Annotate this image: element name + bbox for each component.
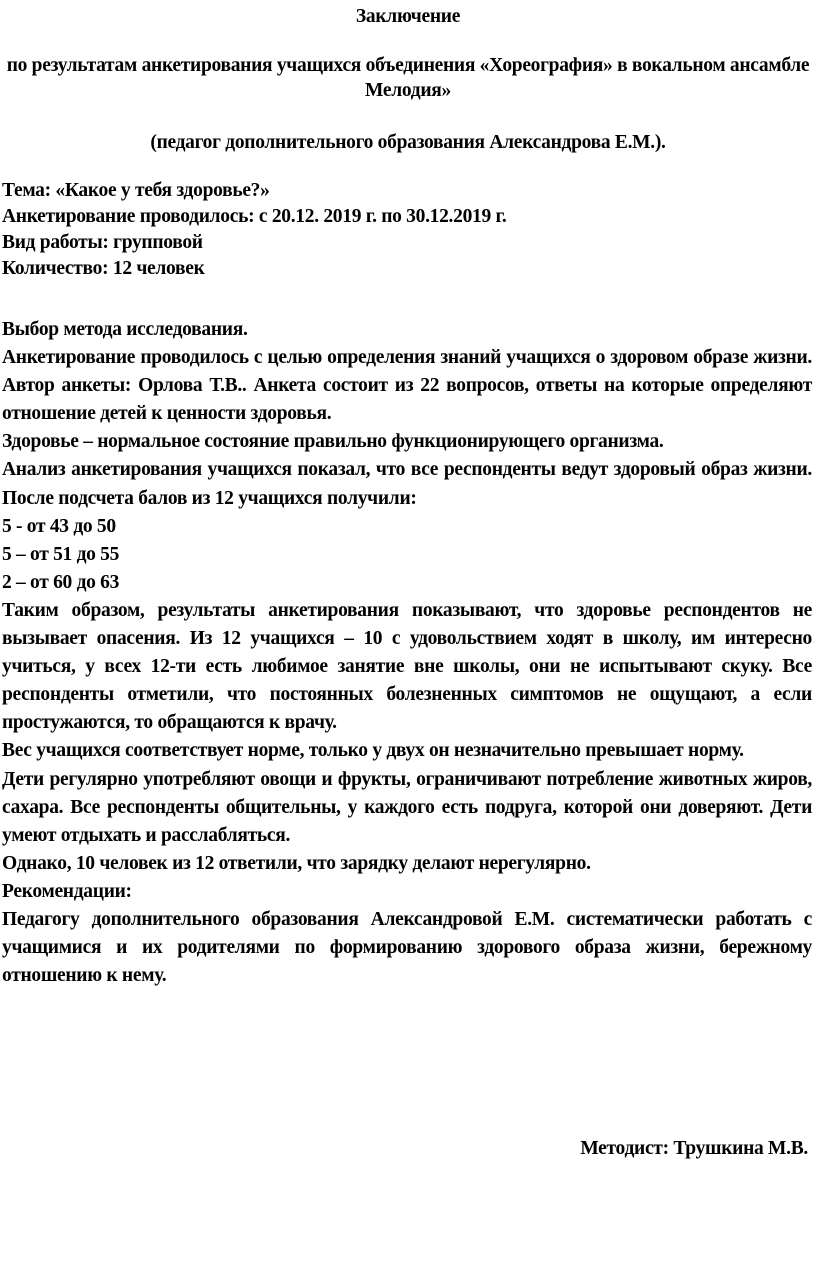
document-subtitle: по результатам анкетирования учащихся объединения «Хореография» в вокальном ансамбле Мелодия» <box>6 55 810 101</box>
paragraph-purpose: Анкетирование проводилось с целью определения знаний учащихся о здоровом образе жизни. Автор анкеты: Орлова Т.В.. Анкета состоит из 22 вопросов, ответы на которые определяют отношение детей к ценности здоровья. <box>2 347 812 425</box>
score-range-line: 5 – от 51 до 55 <box>2 543 120 565</box>
paragraph-analysis: Анализ анкетирования учащихся показал, что все респонденты ведут здоровый образ жизни. После подсчета балов из 12 учащихся получили: <box>2 459 812 509</box>
score-range-line: 2 – от 60 до 63 <box>2 571 120 593</box>
score-range-line: 5 - от 43 до 50 <box>2 515 116 537</box>
paragraph-weight: Вес учащихся соответствует норме, только у двух он незначительно превышает норму. <box>2 740 744 762</box>
meta-topic: Тема: «Какое у тебя здоровье?» <box>2 180 270 201</box>
meta-period: Анкетирование проводилось: с 20.12. 2019 г. по 30.12.2019 г. <box>2 206 507 227</box>
document-title: Заключение <box>355 6 461 27</box>
teacher-line: (педагог дополнительного образования Александрова Е.М.). <box>150 132 666 153</box>
recommendations-heading: Рекомендации: <box>2 880 132 902</box>
signature-line: Методист: Трушкина М.В. <box>580 1138 808 1159</box>
document-body <box>2 316 812 990</box>
paragraph-health-definition: Здоровье – нормальное состояние правильно функционирующего организма. <box>2 431 664 453</box>
paragraph-results: Таким образом, результаты анкетирования показывают, что здоровье респондентов не вызывает опасения. Из 12 учащихся – 10 с удовольствием ходят в школу, им интересно учиться, у всех 12-ти есть любимое занятие вне школы, они не испытывают скуку. Все респонденты отметили, что постоянных болезненных симптомов не ощущают, а если простужаются, то обращаются к врачу. <box>2 599 812 734</box>
paragraph-diet: Дети регулярно употребляют овощи и фрукты, ограничивают потребление животных жиров, сахара. Все респонденты общительны, у каждого есть подруга, которой они доверяют. Дети умеют отдыхать и расслабляться. <box>2 768 812 846</box>
paragraph-exercise: Однако, 10 человек из 12 ответили, что зарядку делают нерегулярно. <box>2 852 591 874</box>
survey-meta <box>2 178 812 282</box>
paragraph-method: Выбор метода исследования. <box>2 319 248 340</box>
paragraph-recommendation: Педагогу дополнительного образования Александровой Е.М. систематически работать с учащимися и их родителями по формированию здорового образа жизни, бережному отношению к нему. <box>2 908 812 987</box>
meta-count: Количество: 12 человек <box>2 258 205 279</box>
meta-work-type: Вид работы: групповой <box>2 232 203 253</box>
